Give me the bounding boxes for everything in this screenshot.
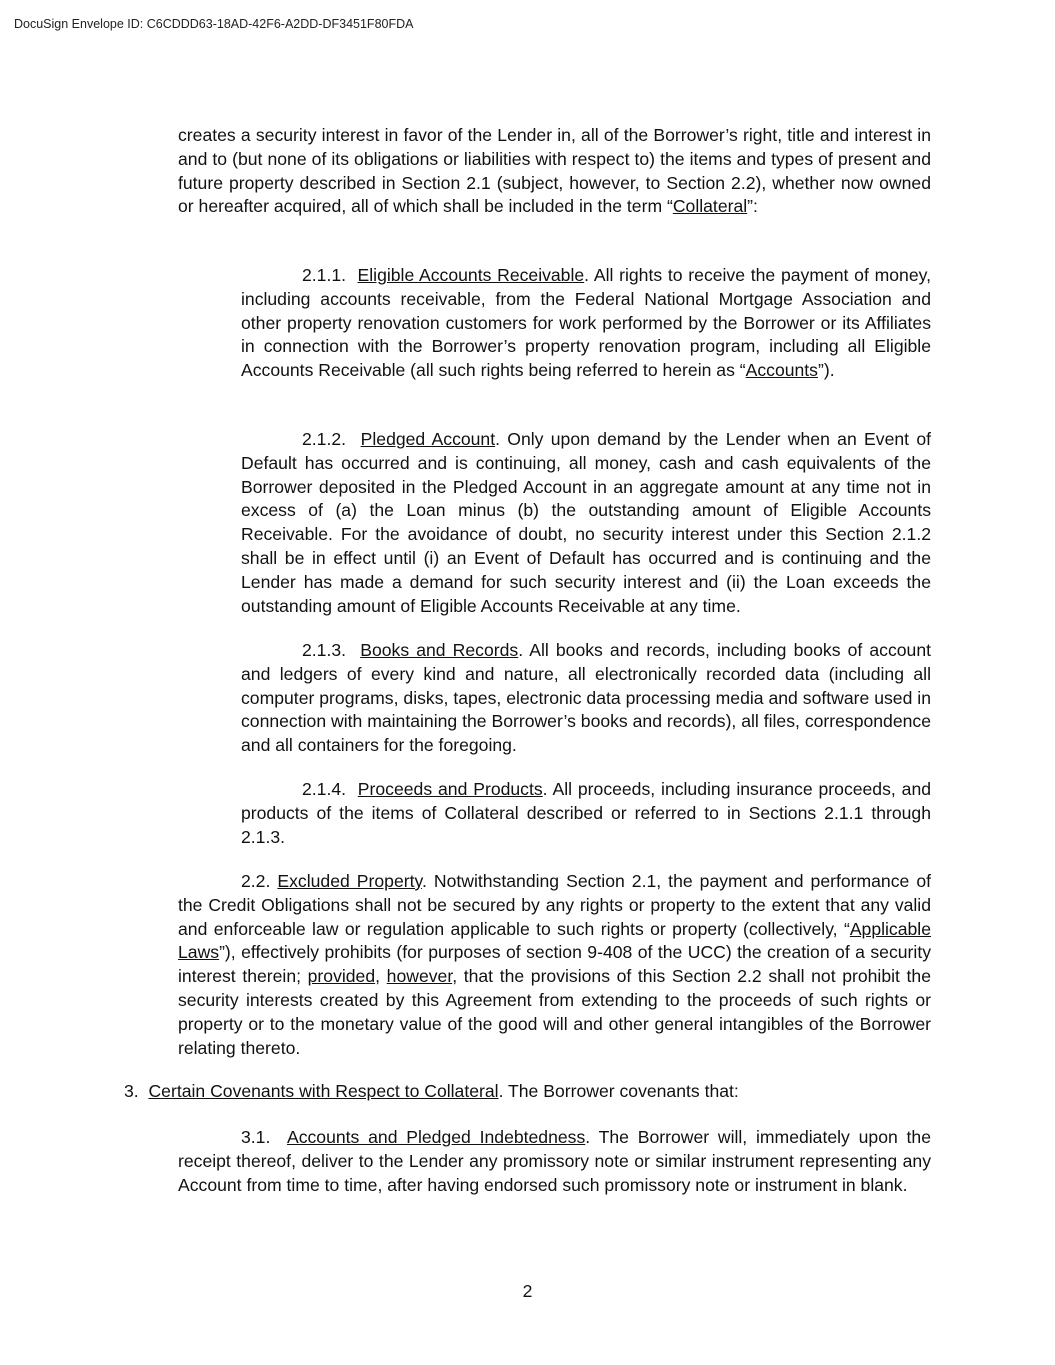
however-term: however: [386, 966, 453, 987]
section-title: Eligible Accounts Receivable: [357, 265, 585, 285]
section-text: . All books and records, including books of account and ledgers of every kind and nature, all electronically recorded data (including all computer programs, disks, tapes, electronic data processing media and software used in connection with maintaining the Borrower’s books and records), all files, correspondence and all containers for the foregoing.: [241, 640, 932, 756]
accounts-term: Accounts: [745, 360, 818, 381]
section-title: Accounts and Pledged Indebtedness: [286, 1127, 586, 1147]
section-text: . All proceeds, including insurance proceeds, and products of the items of Collateral described or referred to in Sections 2.1.1 through 2.1.3.: [241, 779, 932, 847]
section-text: . The Borrower covenants that:: [498, 1081, 739, 1101]
page-number: 2: [522, 1281, 533, 1301]
intro-tail: ”:: [747, 196, 758, 217]
section-number: 2.1.2.: [302, 429, 347, 449]
section-text: . All rights to receive the payment of money, including accounts receivable, from the Federal National Mortgage Association and other property renovation customers for work performed by the Borrower or its Affiliates in connection with the Borrower’s property renovation program, including all Eligible Accounts Receivable (all such rights being referred to herein as “: [241, 265, 931, 381]
section-text: . Notwithstanding Section 2.1, the payment and performance of the Credit Obligations shall not be secured by any rights or property to the extent that any valid and enforceable law or regulation applicable to such rights or property (collectively, “: [178, 871, 931, 939]
section-number: 2.1.4.: [302, 779, 347, 799]
section-title: Certain Covenants with Respect to Collateral: [148, 1081, 499, 1101]
section-number: 3.1.: [241, 1127, 271, 1147]
section-3-1: [178, 1126, 931, 1197]
docusign-envelope-id: DocuSign Envelope ID: C6CDDD63-18AD-42F6-A2DD-DF3451F80FDA: [14, 17, 414, 31]
collateral-term: Collateral: [672, 196, 748, 217]
section-2-1-4: [241, 778, 931, 849]
section-title: Proceeds and Products: [357, 779, 543, 799]
section-title: Pledged Account: [360, 429, 496, 449]
section-2-2: [178, 870, 931, 1060]
section-2-1-2: [241, 428, 931, 618]
section-number: 2.1.1.: [302, 265, 347, 285]
section-number: 3.: [124, 1081, 139, 1101]
intro-paragraph: [178, 124, 931, 219]
section-2-1-3: [241, 639, 931, 758]
intro-text: creates a security interest in favor of the Lender in, all of the Borrower’s right, title and interest in and to (but none of its obligations or liabilities with respect to) the items and types of present and future property described in Section 2.1 (subject, however, to Section 2.2), whether now owned or hereafter acquired, all of which shall be included in the term “: [178, 125, 931, 217]
section-title: Excluded Property: [277, 871, 422, 891]
separator: ,: [375, 966, 387, 987]
section-text: . Only upon demand by the Lender when an Event of Default has occurred and is continuing, all money, cash and cash equivalents of the Borrower deposited in the Pledged Account in an aggregate amount at any time not in excess of (a) the Loan minus (b) the outstanding amount of Eligible Accounts Receivable. For the avoidance of doubt, no security interest under this Section 2.1.2 shall be in effect until (i) an Event of Default has occurred and is continuing and the Lender has made a demand for such security interest and (ii) the Loan exceeds the outstanding amount of Eligible Accounts Receivable at any time.: [241, 429, 931, 616]
section-2-1-1: [241, 264, 931, 383]
section-number: 2.1.3.: [302, 640, 347, 660]
section-3-heading: [124, 1080, 739, 1104]
section-text: . The Borrower will, immediately upon the receipt thereof, deliver to the Lender any promissory note or similar instrument representing any Account from time to time, after having endorsed such promissory note or instrument in blank.: [178, 1127, 932, 1195]
provided-term: provided: [307, 966, 376, 987]
section-text-2: ”), effectively prohibits (for purposes of section 9-408 of the UCC) the creation of a security interest therein;: [178, 942, 931, 987]
section-text-3: , that the provisions of this Section 2.2 shall not prohibit the security interests created by this Agreement from extending to the proceeds of such rights or property or to the monetary value of the good will and other general intangibles of the Borrower relating thereto.: [178, 966, 932, 1058]
applicable-laws-term: Applicable Laws: [178, 918, 931, 963]
section-number: 2.2.: [241, 871, 271, 891]
section-tail: ”).: [817, 360, 835, 381]
section-title: Books and Records: [360, 640, 519, 660]
